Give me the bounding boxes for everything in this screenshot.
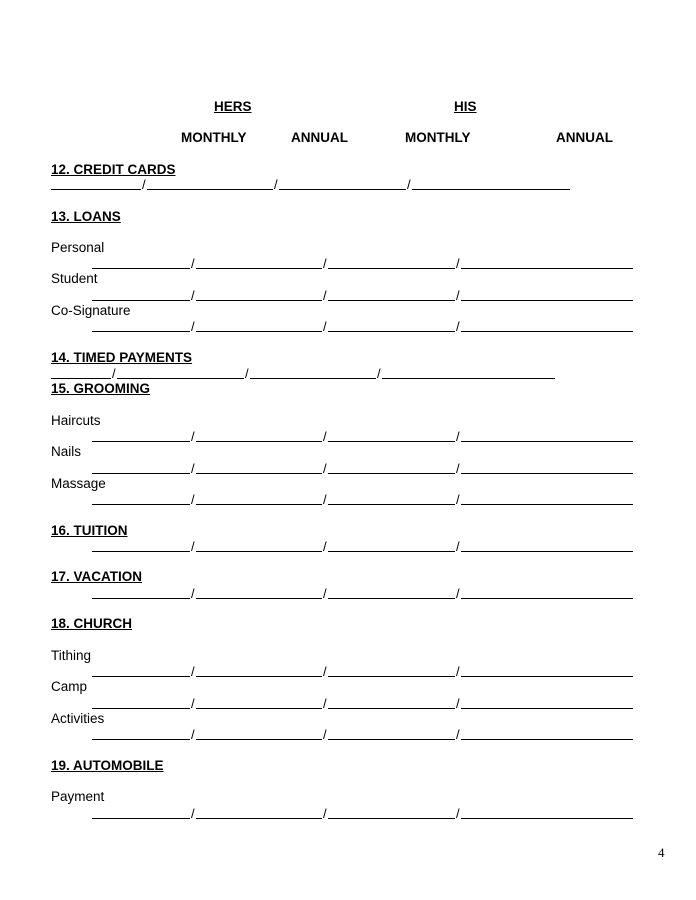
fill-blank[interactable] xyxy=(279,189,406,190)
fill-blank[interactable] xyxy=(196,300,322,301)
item-activities: Activities xyxy=(51,711,105,726)
separator-slash: / xyxy=(323,664,327,679)
item-co-signature: Co-Signature xyxy=(51,303,131,318)
separator-slash: / xyxy=(456,429,460,444)
fill-blank[interactable] xyxy=(461,818,633,819)
section-timed-payments: 14. TIMED PAYMENTS xyxy=(51,350,193,365)
separator-slash: / xyxy=(191,256,195,271)
separator-slash: / xyxy=(323,539,327,554)
separator-slash: / xyxy=(456,492,460,507)
separator-slash: / xyxy=(407,177,411,192)
fill-blank[interactable] xyxy=(196,551,322,552)
his-annual-header: ANNUAL xyxy=(556,130,613,145)
separator-slash: / xyxy=(274,177,278,192)
separator-slash: / xyxy=(456,664,460,679)
section-automobile: 19. AUTOMOBILE xyxy=(51,758,164,773)
item-payment: Payment xyxy=(51,789,105,804)
separator-slash: / xyxy=(456,727,460,742)
separator-slash: / xyxy=(191,429,195,444)
fill-blank[interactable] xyxy=(92,818,190,819)
fill-blank[interactable] xyxy=(92,268,190,269)
fill-blank[interactable] xyxy=(461,739,633,740)
fill-blank[interactable] xyxy=(92,473,190,474)
separator-slash: / xyxy=(191,664,195,679)
fill-blank[interactable] xyxy=(117,378,244,379)
fill-blank[interactable] xyxy=(196,739,322,740)
section-tuition: 16. TUITION xyxy=(51,523,128,538)
item-tithing: Tithing xyxy=(51,648,92,663)
separator-slash: / xyxy=(323,461,327,476)
fill-blank[interactable] xyxy=(461,441,633,442)
item-haircuts: Haircuts xyxy=(51,413,101,428)
fill-blank[interactable] xyxy=(51,189,141,190)
hers-monthly-header: MONTHLY xyxy=(181,130,247,145)
separator-slash: / xyxy=(323,696,327,711)
fill-blank[interactable] xyxy=(92,300,190,301)
fill-blank[interactable] xyxy=(328,551,455,552)
section-credit-cards: 12. CREDIT CARDS xyxy=(51,162,176,177)
fill-blank[interactable] xyxy=(92,708,190,709)
item-personal: Personal xyxy=(51,240,105,255)
fill-blank[interactable] xyxy=(412,189,570,190)
fill-blank[interactable] xyxy=(461,708,633,709)
separator-slash: / xyxy=(323,806,327,821)
page-number: 4 xyxy=(658,845,665,860)
section-grooming: 15. GROOMING xyxy=(51,381,151,396)
fill-blank[interactable] xyxy=(328,300,455,301)
fill-blank[interactable] xyxy=(382,378,555,379)
separator-slash: / xyxy=(191,696,195,711)
fill-blank[interactable] xyxy=(196,504,322,505)
separator-slash: / xyxy=(245,366,249,381)
section-loans: 13. LOANS xyxy=(51,209,121,224)
fill-blank[interactable] xyxy=(328,331,455,332)
separator-slash: / xyxy=(191,727,195,742)
separator-slash: / xyxy=(191,461,195,476)
separator-slash: / xyxy=(456,806,460,821)
item-nails: Nails xyxy=(51,444,82,459)
section-vacation: 17. VACATION xyxy=(51,569,143,584)
separator-slash: / xyxy=(191,806,195,821)
hers-annual-header: ANNUAL xyxy=(291,130,348,145)
fill-blank[interactable] xyxy=(92,551,190,552)
separator-slash: / xyxy=(323,256,327,271)
his-monthly-header: MONTHLY xyxy=(405,130,471,145)
fill-blank[interactable] xyxy=(328,739,455,740)
separator-slash: / xyxy=(377,366,381,381)
item-massage: Massage xyxy=(51,476,106,491)
hers-header: HERS xyxy=(214,99,252,114)
fill-blank[interactable] xyxy=(92,598,190,599)
fill-blank[interactable] xyxy=(461,300,633,301)
fill-blank[interactable] xyxy=(461,598,633,599)
fill-blank[interactable] xyxy=(51,378,111,379)
item-student: Student xyxy=(51,271,98,286)
fill-blank[interactable] xyxy=(328,504,455,505)
fill-blank[interactable] xyxy=(328,676,455,677)
fill-blank[interactable] xyxy=(328,818,455,819)
item-camp: Camp xyxy=(51,679,88,694)
separator-slash: / xyxy=(191,288,195,303)
section-church: 18. CHURCH xyxy=(51,616,133,631)
separator-slash: / xyxy=(323,727,327,742)
separator-slash: / xyxy=(456,586,460,601)
fill-blank[interactable] xyxy=(196,331,322,332)
fill-blank[interactable] xyxy=(461,331,633,332)
separator-slash: / xyxy=(456,461,460,476)
separator-slash: / xyxy=(456,696,460,711)
separator-slash: / xyxy=(191,492,195,507)
fill-blank[interactable] xyxy=(461,473,633,474)
separator-slash: / xyxy=(323,492,327,507)
fill-blank[interactable] xyxy=(196,268,322,269)
separator-slash: / xyxy=(323,429,327,444)
fill-blank[interactable] xyxy=(328,441,455,442)
fill-blank[interactable] xyxy=(328,268,455,269)
fill-blank[interactable] xyxy=(461,676,633,677)
separator-slash: / xyxy=(112,366,116,381)
fill-blank[interactable] xyxy=(461,551,633,552)
separator-slash: / xyxy=(323,288,327,303)
separator-slash: / xyxy=(142,177,146,192)
fill-blank[interactable] xyxy=(196,708,322,709)
separator-slash: / xyxy=(456,319,460,334)
separator-slash: / xyxy=(323,586,327,601)
separator-slash: / xyxy=(456,256,460,271)
separator-slash: / xyxy=(456,539,460,554)
fill-blank[interactable] xyxy=(328,708,455,709)
fill-blank[interactable] xyxy=(147,189,273,190)
separator-slash: / xyxy=(191,319,195,334)
fill-blank[interactable] xyxy=(196,818,322,819)
fill-blank[interactable] xyxy=(250,378,376,379)
fill-blank[interactable] xyxy=(461,268,633,269)
fill-blank[interactable] xyxy=(328,598,455,599)
fill-blank[interactable] xyxy=(328,473,455,474)
fill-blank[interactable] xyxy=(196,473,322,474)
separator-slash: / xyxy=(323,319,327,334)
separator-slash: / xyxy=(191,586,195,601)
separator-slash: / xyxy=(191,539,195,554)
fill-blank[interactable] xyxy=(92,441,190,442)
separator-slash: / xyxy=(456,288,460,303)
fill-blank[interactable] xyxy=(196,676,322,677)
his-header: HIS xyxy=(454,99,477,114)
fill-blank[interactable] xyxy=(196,598,322,599)
fill-blank[interactable] xyxy=(92,504,190,505)
fill-blank[interactable] xyxy=(92,739,190,740)
fill-blank[interactable] xyxy=(92,331,190,332)
fill-blank[interactable] xyxy=(461,504,633,505)
fill-blank[interactable] xyxy=(92,676,190,677)
fill-blank[interactable] xyxy=(196,441,322,442)
